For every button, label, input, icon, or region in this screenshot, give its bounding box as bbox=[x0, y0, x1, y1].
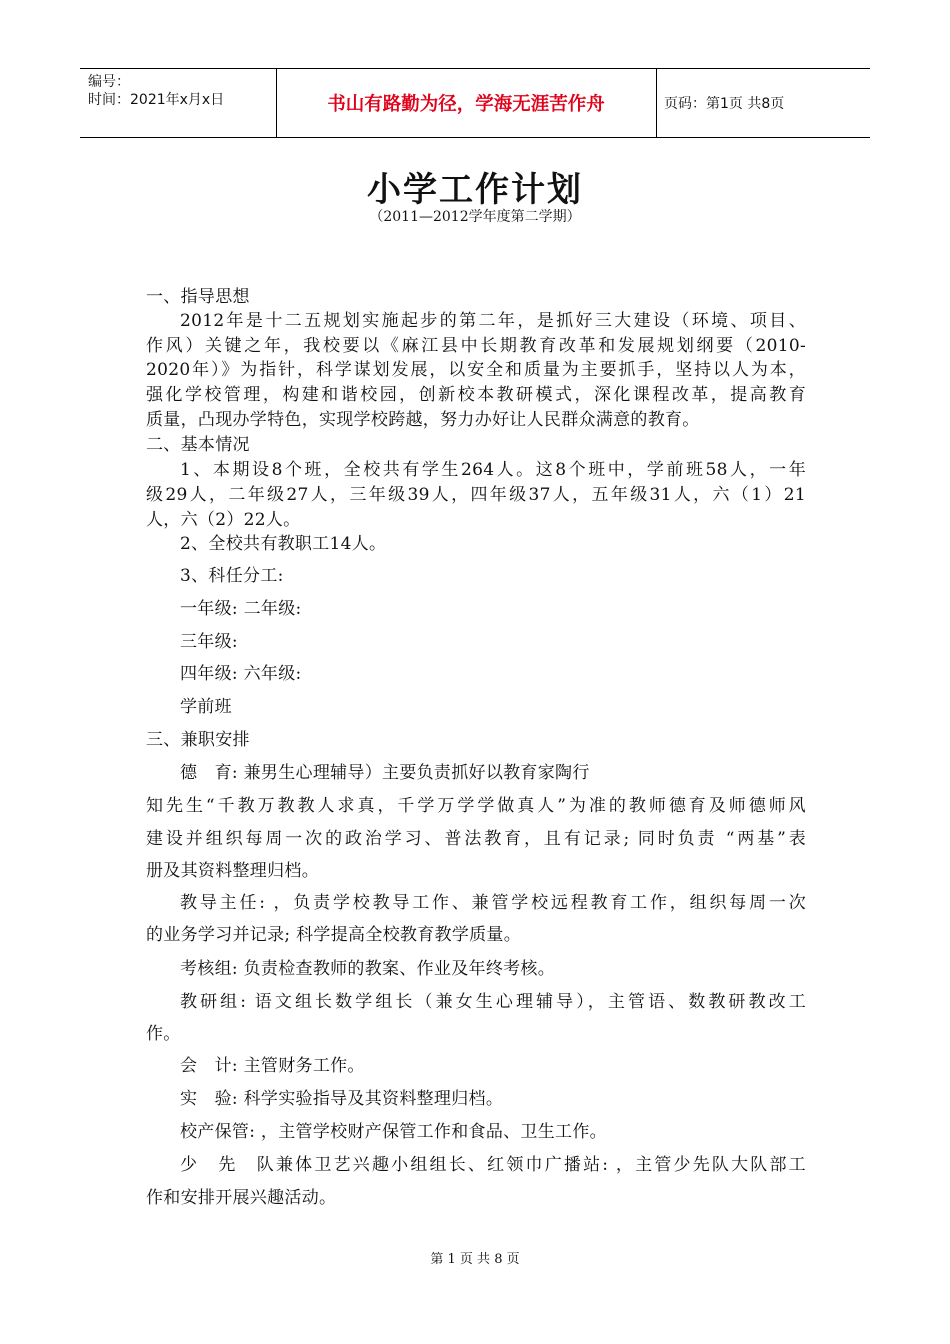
body-line: 会 计: 主管财务工作。 bbox=[180, 1056, 365, 1076]
body-line: 的业务学习并记录; 科学提高全校教育教学质量。 bbox=[146, 925, 522, 945]
body-line: 校产保管: ，主管学校财产保管工作和食品、卫生工作。 bbox=[180, 1122, 607, 1142]
body-line: 实 验: 科学实验指导及其资料整理归档。 bbox=[180, 1089, 504, 1109]
body-line: 四年级: 六年级: bbox=[180, 664, 302, 684]
body-line: 一年级: 二年级: bbox=[180, 599, 302, 619]
body-line: 强化学校管理，构建和谐校园，创新校本教研模式，深化课程改革，提高教育 bbox=[146, 385, 806, 405]
body-line: 少 先 队兼体卫艺兴趣小组组长、红领巾广播站: ，主管少先队大队部工 bbox=[180, 1155, 806, 1175]
header-divider bbox=[656, 69, 657, 137]
page-info: 页码：第1页 共8页 bbox=[664, 96, 785, 112]
body-line: 作风）关键之年，我校要以《麻江县中长期教育改革和发展规划纲要（2010- bbox=[146, 336, 806, 356]
body-line: 2012年是十二五规划实施起步的第二年，是抓好三大建设（环境、项目、 bbox=[180, 311, 806, 331]
page-header bbox=[80, 68, 870, 138]
section-heading: 二、基本情况 bbox=[146, 435, 250, 455]
document-title: 小学工作计划 bbox=[367, 170, 583, 210]
body-line: 3、科任分工: bbox=[180, 566, 284, 586]
body-line: 人，六（2）22人。 bbox=[146, 510, 301, 530]
time-label: 时间：2021年x月x日 bbox=[88, 92, 225, 108]
section-heading: 一、指导思想 bbox=[146, 287, 250, 307]
document-subtitle: （2011—2012学年度第二学期） bbox=[369, 209, 581, 225]
body-line: 2、全校共有教职工14人。 bbox=[180, 534, 387, 554]
body-line: 教研组: 语文组长数学组长（兼女生心理辅导），主管语、数教研教改工 bbox=[180, 992, 806, 1012]
body-line: 作。 bbox=[146, 1024, 181, 1044]
body-line: 知先生“千教万教教人求真，千学万学学做真人”为准的教师德育及师德师风 bbox=[146, 796, 806, 816]
motto: 书山有路勤为径，学海无涯苦作舟 bbox=[327, 94, 605, 115]
body-line: 质量，凸现办学特色，实现学校跨越，努力办好让人民群众满意的教育。 bbox=[146, 410, 700, 430]
body-line: 德 育: 兼男生心理辅导）主要负责抓好以教育家陶行 bbox=[180, 763, 590, 783]
body-line: 1、本期设8个班，全校共有学生264人。这8个班中，学前班58人，一年 bbox=[180, 460, 806, 480]
number-label: 编号： bbox=[88, 74, 130, 90]
body-line: 考核组: 负责检查教师的教案、作业及年终考核。 bbox=[180, 959, 556, 979]
body-line: 作和安排开展兴趣活动。 bbox=[146, 1188, 337, 1208]
body-line: 三年级: bbox=[180, 632, 238, 652]
page-footer: 第 1 页 共 8 页 bbox=[430, 1252, 520, 1267]
section-heading: 三、兼职安排 bbox=[146, 730, 250, 750]
body-line: 册及其资料整理归档。 bbox=[146, 861, 319, 881]
body-line: 教导主任: ，负责学校教导工作、兼管学校远程教育工作，组织每周一次 bbox=[180, 893, 806, 913]
body-line: 建设并组织每周一次的政治学习、普法教育，且有记录; 同时负责 “两基”表 bbox=[146, 829, 806, 849]
body-line: 2020年）》为指针，科学谋划发展，以安全和质量为主要抓手，坚持以人为本， bbox=[146, 360, 806, 380]
header-meta bbox=[88, 73, 224, 109]
body-line: 学前班 bbox=[180, 697, 232, 717]
body-line: 级29人，二年级27人，三年级39人，四年级37人，五年级31人，六（1）21 bbox=[146, 485, 806, 505]
